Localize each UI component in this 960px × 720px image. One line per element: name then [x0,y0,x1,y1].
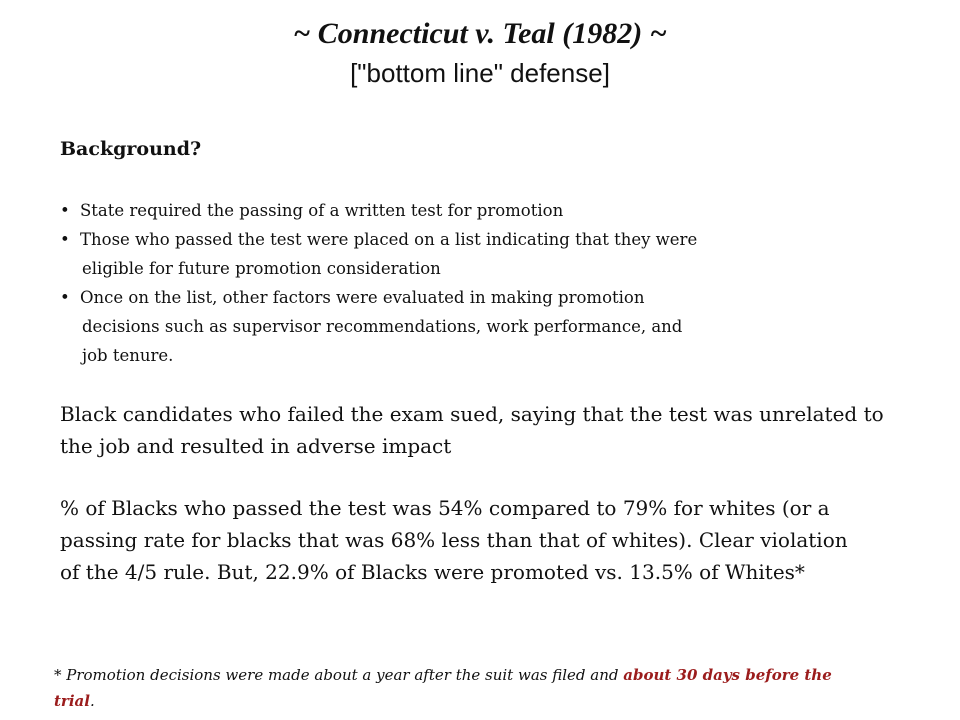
paragraph-line: Black candidates who failed the exam sued, saying that the test was unrelated to [60,402,884,426]
bullet-line: Those who passed the test were placed on a list indicating that they were [80,230,698,249]
background-bullet-list [60,196,900,370]
footnote-line [54,688,934,714]
bullet-dot: • [60,201,70,220]
bullet-item-eligibility-list [60,225,900,283]
footnote-emphasis: trial [54,692,90,710]
bullet-item-other-factors [60,283,900,370]
paragraph-line: of the 4/5 rule. But, 22.9% of Blacks were promoted vs. 13.5% of Whites* [60,560,805,584]
pass-rate-paragraph [60,492,940,588]
paragraph-line: the job and resulted in adverse impact [60,434,452,458]
slide-subtitle: ["bottom line" defense] [350,58,610,88]
footnote-text: . [89,692,95,710]
bullet-line: Once on the list, other factors were evaluated in making promotion [80,288,645,307]
footnote-text: * Promotion decisions were made about a year after the suit was filed and [54,666,624,684]
bullet-line: State required the passing of a written test for promotion [80,201,564,220]
bullet-line-continuation: eligible for future promotion consideration [82,259,441,278]
paragraph-line: passing rate for blacks that was 68% less than that of whites). Clear violation [60,528,848,552]
footnote-emphasis: about 30 days before the [623,666,832,684]
background-heading: Background? [60,138,202,160]
slide-title: ~ Connecticut v. Teal (1982) ~ [293,17,667,50]
bullet-item-written-test [60,196,900,225]
footnote-line [54,662,934,688]
bullet-dot: • [60,288,70,307]
bullet-line-continuation: decisions such as supervisor recommendations, work performance, and [82,317,683,336]
lawsuit-paragraph [60,398,940,462]
bullet-dot: • [60,230,70,249]
footnote [54,662,934,714]
bullet-line-continuation: job tenure. [82,346,174,365]
paragraph-line: % of Blacks who passed the test was 54% compared to 79% for whites (or a [60,496,830,520]
